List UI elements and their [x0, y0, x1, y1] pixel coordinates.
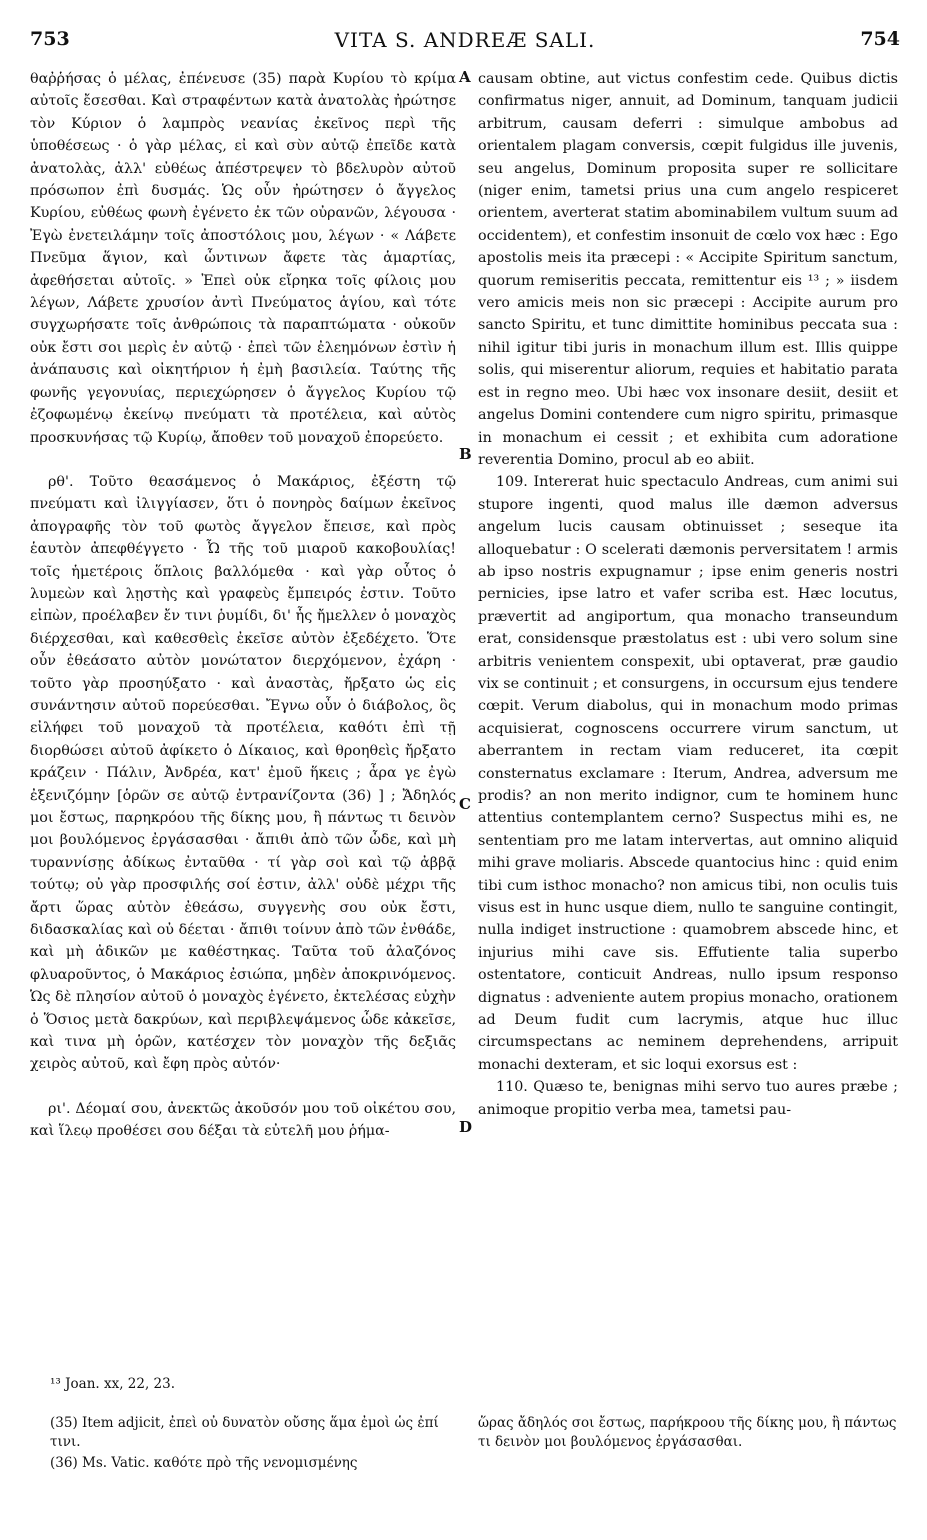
latin-column [478, 68, 898, 1121]
latin-paragraph-3: 110. Quæso te, benignas mihi servo tuo aures præbe ; animoque propitio verba mea, tametsi pau- [478, 1079, 898, 1118]
left-page-number: 753 [30, 28, 70, 50]
footnote-scripture: ¹³ Joan. xx, 22, 23. [50, 1376, 176, 1392]
page-header [30, 28, 900, 60]
margin-marker-b: B [459, 445, 472, 463]
greek-paragraph-1: θαῤῥήσας ὁ μέλας, ἐπένευσε (35) παρὰ Κυρίου τὸ κρίμα αὐτοῖς ἔσεσθαι. Καὶ στραφέντων κατὰ ἀνατολὰς ἠρώτησε τὸν Κύριον ὁ λαμπρὸς νεανίας ἐκεῖνος περὶ τῆς ὑποθέσεως · ὁ γὰρ μέλας, εἰ καὶ σὺν αὐτῷ ἐπεῖδε κατὰ ἀνατολὰς, ἀλλ' εὐθέως ἀπέστρεψεν τὸ βδελυρὸν αὐτοῦ πρόσωπον ἐπὶ δυσμάς. Ὡς οὖν ἠρώτησεν ὁ ἄγγελος Κυρίου, εὐθέως φωνὴ ἐγένετο ἐκ τῶν οὐρανῶν, λέγουσα · Ἐγὼ ἐνετειλάμην τοῖς ἀποστόλοις μου, λέγων · « Λάβετε Πνεῦμα ἅγιον, καὶ ὧντινων ἄφετε τὰς ἁμαρτίας, ἀφεθήσεται αὐτοῖς. » Ἐπεὶ οὐκ εἴρηκα τοῖς φίλοις μου λέγων, Λάβετε χρυσίον ἀντὶ Πνεύματος ἁγίου, καὶ τότε συγχωρήσατε τοῖς ἀνθρώποις τὰ παραπτώματα · οὐκοῦν οὐκ ἔστι σοι μερὶς ἐν αὐτῷ · ἐπεὶ τῶν ἐλεημόνων ἐστὶν ἡ ἀνάπαυσις καὶ οἰκητήριον ἡ ἐμὴ βασιλεία. Ταύτης τῆς φωνῆς γεγονυίας, περιεχώρησεν ὁ ἄγγελος Κυρίου τῷ ἐζοφωμένῳ ἐκείνῳ πνεύματι τὰ προτέλεια, καὶ αὐτὸς προσκυνήσας τῷ Κυρίῳ, ἄποθεν τοῦ μοναχοῦ ἐπορεύετο. [30, 71, 456, 446]
greek-column [30, 68, 456, 1143]
margin-marker-c: C [459, 795, 471, 813]
footnote-36: (36) Ms. Vatic. καθότε πρὸ τῆς νενομισμένης [50, 1455, 358, 1471]
greek-paragraph-2: ρθ'. Τοῦτο θεασάμενος ὁ Μακάριος, ἐξέστη τῷ πνεύματι καὶ ἰλιγγίασεν, ὅτι ὁ πονηρὸς δαίμων ἐκεῖνος ἀπογραφῆς τὸν τοῦ φωτὸς ἄγγελον ἔπεισε, καὶ πρὸς ἑαυτὸν ἀπεφθέγγετο · Ὦ τῆς τοῦ μιαροῦ κακοβουλίας! τοῖς ἡμετέροις ὅπλοις βαλλόμεθα · καὶ γὰρ οὗτος ὁ λυμεὼν καὶ λῃστὴς καὶ γραφεὺς ἔμπειρός ἐστιν. Τοῦτο εἰπὼν, προέλαβεν ἔν τινι ῥυμίδι, δι' ἧς ἤμελλεν ὁ μοναχὸς διέρχεσθαι, καὶ καθεσθεὶς ἐκεῖσε αὐτὸν ἐξεδέχετο. Ὅτε οὖν ἐθεάσατο αὐτὸν μονώτατον διερχόμενον, ἐχάρη · τοῦτο γὰρ προσηύξατο · καὶ ἀναστὰς, ἤρξατο ὡς εἰς συνάντησιν αὐτοῦ πορεύεσθαι. Ἔγνω οὖν ὁ διάβολος, ὃς εἰλήφει τοῦ μοναχοῦ τὰ προτέλεια, καθότι ἐπὶ τῇ διορθώσει αὐτοῦ ἀφίκετο ὁ Δίκαιος, καὶ θροηθεὶς ἤρξατο κράζειν · Πάλιν, Ἀνδρέα, κατ' ἐμοῦ ἥκεις ; ἆρα γε ἐγὼ ἐξενιζόμην [ὁρῶν σε αὐτῷ ἐντρανίζοντα (36) ] ; Ἄδηλός μοι ἔστως, παρηκρόου τῆς δίκης μου, ἢ πάντως τι δεινὸν μοι βουλόμενος ἐργάσασθαι · ἄπιθι ἀπὸ τῶν ὧδε, καὶ μὴ τυραννίσῃς ἀδίκως ἐνταῦθα · τί γὰρ σοὶ καὶ τῷ ἀββᾷ τούτῳ; οὐ γὰρ προσφιλής σοί ἐστιν, ἀλλ' οὐδὲ μέχρι τῆς ἄρτι ὥρας αὐτὸν ἐθεάσω, συγγενὴς σου οὐκ ἔστι, διδασκαλίας καὶ οὐ δέεται · ἄπιθι τοίνυν ἀπὸ τῶν ἐνθάδε, καὶ μὴ ἀδικῶν με καθέστηκας. Ταῦτα τοῦ ἀλαζόνος φλυαροῦντος, ὁ Μακάριος ἐσιώπα, μηδὲν ἀποκρινόμενος. Ὡς δὲ πλησίον αὐτοῦ ὁ μοναχὸς ἐγένετο, ἐκτελέσας εὐχὴν ὁ Ὅσιος μετὰ δακρύων, καὶ περιβλεψάμενος ὧδε κἀκεῖσε, καὶ τινα μὴ ὁρῶν, κατέσχεν τὸν μοναχὸν τῆς δεξιᾶς χειρὸς αὐτοῦ, καὶ ἔφη πρὸς αὐτόν· [30, 473, 456, 1073]
footnote-36-continuation: ὥρας ἄδηλός σοι ἔστως, παρήκροου τῆς δίκης μου, ἢ πάντως τι δεινὸν μοι βουλόμενος ἐργάσασθαι. [478, 1415, 897, 1450]
footnote-35: (35) Item adjicit, ἐπεὶ οὐ δυνατὸν οὔσης ἅμα ἐμοὶ ὡς ἐπί τινι. [50, 1415, 439, 1450]
latin-paragraph-2: 109. Intererat huic spectaculo Andreas, cum animi sui stupore ingenti, quod malus ille dæmon adversus angelum lucis causam obtinuisset ; seseque ita alloquebatur : O scelerati dæmonis perversitatem ! armis ab ipso nostris expugnamur ; ipse enim generis nostri pernicies, ipse latro et vafer scriba est. Hæc locutus, prævertit ad angiportum, qua monacho transeundum erat, considensque præstolatus est : ubi vero solum sine arbitris venientem conspexit, ubi optaverat, præ gaudio vix se continuit ; et consurgens, in occursum ejus tendere cœpit. Verum diabolus, qui in monachum modo primas acquisierat, cognoscens occurrere virum sanctum, ut aberrantem in rectam viam reduceret, ita cœpit consternatus exclamare : Iterum, Andrea, adversum me prodis? an non merito indignor, cum te hominem hunc attentius contemplantem cerno? Suspectus mihi es, ne sententiam pro me latam intervertas, aut omnino aliquid mihi grave moliaris. Abscede quantocius hinc : quid enim tibi cum isthoc monacho? non amicus tibi, non oculis tuis visus est in hunc usque diem, nullo te sanguine contingit, nulla indiget instructione : quamobrem abscede hinc, et injurius mihi cave sis. Effutiente talia superbo ostentatore, conticuit Andreas, nullo ipsum responso dignatus : adveniente autem propius monacho, orationem ad Deum fudit cum lacrymis, atque huc illuc circumspectans ac neminem deprehendens, arripuit monachi dexteram, et sic loqui exorsus est : [478, 474, 898, 1073]
margin-marker-a: A [459, 68, 471, 86]
running-title: VITA S. ANDREÆ SALI. [334, 28, 596, 52]
latin-paragraph-1: causam obtine, aut victus confestim cede. Quibus dictis confirmatus niger, annuit, ad Dominum, tanquam judicii arbitrum, causam deferri : simulque ambobus ad orientalem plagam conversis, cœpit fulgidus ille juvenis, seu angelus, Dominum proposita super re sollicitare (niger enim, tametsi prius una cum angelo respiceret orientem, averterat statim abominabilem vultum suum ad occidentem), et confestim insonuit de cœlo vox hæc : Ego apostolis meis ita præcepi : « Accipite Spiritum sanctum, quorum remiseritis peccata, remittentur eis ¹³ ; » iisdem vero amicis meis non sic præcepi : Accipite aurum pro sancto Spiritu, et tunc dimittite hominibus peccata sua : nihil igitur tibi juris in monachum illum est. Illis quippe solis, qui miserentur aliorum, requies et habitatio parata est in regno meo. Ubi hæc vox insonare desiit, desiit et angelus Domini contendere cum nigro spiritu, primasque in monachum ei cessit ; et exhibita cum adoratione reverentia Domino, procul ab eo abiit. [478, 71, 898, 468]
right-page-number: 754 [860, 28, 900, 50]
greek-paragraph-3: ρι'. Δέομαί σου, ἀνεκτῶς ἀκοῦσόν μου τοῦ οἰκέτου σου, καὶ ἵλεῳ προθέσει σου δέξαι τὰ εὐτελῆ μου ῥήμα- [30, 1100, 456, 1140]
margin-marker-d: D [459, 1118, 473, 1136]
